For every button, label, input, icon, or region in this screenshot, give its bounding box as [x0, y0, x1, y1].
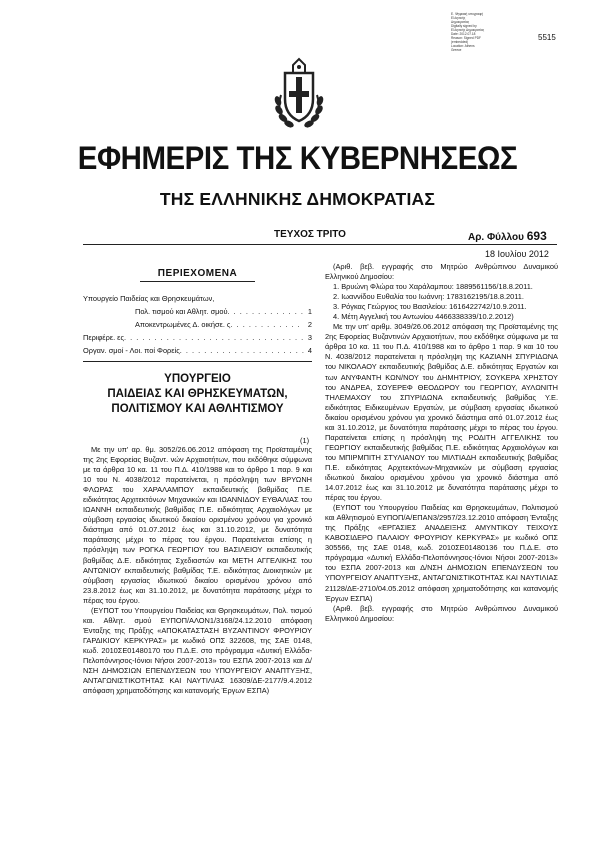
header-divider	[83, 244, 557, 245]
toc-item	[83, 318, 312, 331]
registry-entry: 4. Μέτη Αγγελική του Αντωνίου 4466338339/10.2.2012)	[333, 312, 514, 322]
digital-signature-stamp	[451, 12, 521, 52]
toc-item-label: Οργαν. σμοί - Λοι. ποί Φορείς	[83, 346, 180, 356]
right-column-body	[325, 262, 558, 624]
ministry-heading-line: ΠΟΛΙΤΙΣΜΟΥ ΚΑΙ ΑΘΛΗΤΙΣΜΟΥ	[111, 403, 284, 415]
funding-note-paragraph: (ΕΥΠΟΤ του Υπουργείου Παιδείας και Θρησκευμάτων, Πολιτισμού και Αθλητισμού ΕΥΠΟΠ/Α/ΕΠΑΝ3/2957/23.12.2010 απόφαση Ένταξης της Πράξης «ΕΡΓΑΣΙΕΣ ΑΝΑΔΕΙΞΗΣ ΑΜΥΝΤΙΚΟΥ ΤΕΙΧΟΥΣ ΚΑΒΟΣΙΔΕΡΟ ΠΑΛΑΙΟΥ ΦΡΟΥΡΙΟΥ ΚΕΡΚΥΡΑΣ» με κωδικό ΟΠΣ 305566, της ΣΑΕ 0148, κωδ. 2010ΣΕ01480136 του Π.Δ.Ε. στο πρόγραμμα «Δυτική Ελλάδα-Πελοπόννησος-Ιόνιοι Νήσοι 2007-2013» του ΕΣΠΑ 2007-2013 και Δ/ΝΣΗ ΔΗΜΟΣΙΩΝ ΕΠΕΝΔΥΣΕΩΝ του ΥΠΟΥΡΓΕΙΟΥ ΑΝΑΠΤΥΞΗΣ, ΑΝΤΑΓΩΝΙΣΤΙΚΟΤΗΤΑΣ ΚΑΙ ΝΑΥΤΙΛΙΑΣ 21128/ΔΕ-2710/04.05.2012 απόφαση χρηματοδότησης και κατανομής Έργων ΕΣΠΑ)	[325, 503, 558, 603]
stamp-line: Location: Athens	[451, 44, 475, 48]
toc-item	[83, 305, 312, 318]
toc-item	[83, 292, 312, 305]
sheet-number	[468, 229, 547, 243]
registry-entry: 1. Βρυώνη Φλώρα του Χαράλαμπου: 1889561156/18.8.2011.	[333, 282, 533, 292]
toc-item	[83, 344, 312, 357]
ministry-heading-line: ΥΠΟΥΡΓΕΙΟ	[164, 373, 231, 385]
toc-leader-dots	[228, 305, 304, 318]
ministry-heading-line: ΠΑΙΔΕΙΑΣ ΚΑΙ ΘΡΗΣΚΕΥΜΑΤΩΝ,	[107, 388, 288, 400]
toc-leader-dots	[124, 331, 304, 344]
sheet-number-value: 693	[526, 229, 547, 243]
stamp-line: Date: 2012.07.18	[451, 32, 476, 36]
toc-divider	[83, 361, 312, 362]
toc-item-page: 2	[307, 320, 312, 330]
stamp-line: Greece	[451, 48, 462, 52]
issue-label: ΤΕΥΧΟΣ ΤΡΙΤΟ	[274, 229, 346, 240]
toc-item-label: Περιφέρε. ες	[83, 333, 125, 343]
ministry-heading	[83, 372, 312, 417]
decision-paragraph: Με την υπ' αρ. θμ. 3052/26.06.2012 απόφαση της Προϊσταμένης της 2ης Εφορείας Βυζαντ. νών Αρχαιοτήτων, που εκδόθηκε σύμφωνα με τα άρθρα 10 κα. 11 του Π.Δ. 410/1988 και το άρθρο 1 παρ. 9 και 10 του Ν. 4038/2012 παρατείνεται, η πρόσληψη των ΒΡΥΩΝΗ ΦΛΩΡΑΣ του ΧΑΡΑΛΑΜΠΟΥ εκπαιδευτικής βαθμίδας Π.Ε. ειδικότητας Αρχιτεκτόνων Μηχανικών και ΙΩΑΝΝΙΔΟΥ ΕΥΘΑΛΙΑΣ του ΙΩΑΝΝΗ εκπαιδευτικής βαθμίδας Π.Ε. ειδικότητας Αρχαιολόγων με σύμβαση εργασίας ιδιωτικού δικαίου ορισμένου χρόνου για χρονικό διάστημα από 01.07.2012 έως και 31.10.2012, με δυνατότητα παράτασης μέχρι το πέρας του έργου. Παρατείνεται επίσης η πρόσληψη των ΡΟΓΚΑ ΓΕΩΡΓΙΟΥ του ΒΑΣΙΛΕΙΟΥ εκπαιδευτικής βαθμίδας Δ.Ε. ειδικότητας Σχεδιαστών και ΜΕΤΗ ΑΓΓΕΛΙΚΗΣ του ΑΝΤΩΝΙΟΥ εκπαιδευτικής βαθμίδας Τ.Ε. ειδικότητας Διοικητικών με σύμβαση εργασίας ιδιωτικού δικαίου ορισμένου χρόνου από 23.8.2012 έως και 31.10.2012, με δυνατότητα παράτασης μέχρι το πέρας του έργου.	[83, 445, 312, 605]
toc-item	[83, 331, 312, 344]
funding-note-paragraph: (ΕΥΠΟΤ του Υπουργείου Παιδείας και Θρησκευμάτων, Πολ. τισμού και. Αθλητ. σμού ΕΥΠΟΠ/ΑΛΟΝ1/3168/24.12.2010 απόφαση Ένταξης της Πράξης «ΑΠΟΚΑΤΑΣΤΑΣΗ ΒΥΖΑΝΤΙΝΟΥ ΦΡΟΥΡΙΟΥ ΓΑΡΔΙΚΙΟΥ ΚΕΡΚΥΡΑΣ» με κωδικό ΟΠΣ 322608, της ΣΑΕ 0148, κωδ. 2010ΣΕ01480170 του Π.Δ.Ε. στο πρόγραμμα «Δυτική Ελλάδα-Πελοπόννησος-Ιόνιοι Νήσοι 2007-2013» του ΕΣΠΑ 2007-2013 και Δ/ΝΣΗ ΔΗΜΟΣΙΩΝ ΕΠΕΝΔΥΣΕΩΝ του ΥΠΟΥΡΓΕΙΟΥ ΑΝΑΠΤΥΞΗΣ, ΑΝΤΑΓΩΝΙΣΤΙΚΟΤΗΤΑΣ ΚΑΙ ΝΑΥΤΙΛΙΑΣ 16309/ΔΕ-2177/9.4.2012 απόφαση χρηματοδότησης και κατανομής Έργων ΕΣΠΑ)	[83, 605, 312, 696]
toc-leader-dots	[180, 344, 304, 357]
registry-entry: 2. Ιωαννίδου Ευθαλία του Ιωάννη: 1783162195/18.8.2011.	[333, 292, 524, 302]
toc-heading-underline	[140, 281, 255, 282]
stamp-line: Δημοκρατίας	[451, 20, 470, 24]
section-number: (1)	[300, 436, 310, 445]
toc-item-page: 1	[307, 307, 312, 317]
stamp-line: (embedded)	[451, 40, 469, 44]
stamp-line: Digitally signed by	[451, 24, 477, 28]
sheet-label: Αρ. Φύλλου	[468, 232, 524, 243]
toc-heading: ΠΕΡΙΕΧΟΜΕΝΑ	[157, 268, 238, 279]
gazette-subtitle: ΤΗΣ ΕΛΛΗΝΙΚΗΣ ΔΗΜΟΚΡΑΤΙΑΣ	[159, 189, 436, 209]
toc-item-label: Πολ. τισμού και Αθλητ. σμού	[135, 307, 228, 317]
stamp-line: Reason: Signed PDF	[451, 36, 481, 40]
toc-item-page: 3	[307, 333, 312, 343]
gazette-title: ΕΦΗΜΕΡΙΣ ΤΗΣ ΚΥΒΕΡΝΗΣΕΩΣ	[77, 140, 518, 176]
stamp-line: Ελληνικής Δημοκρατίας	[451, 28, 485, 32]
toc-item-label: Αποκεντρωμένες Δ. οικήσε. ς	[135, 320, 231, 330]
greek-coat-of-arms-icon	[271, 55, 327, 133]
stamp-line: Ελληνικής	[451, 16, 466, 20]
registry-heading: (Αριθ. βεβ. εγγραφής στο Μητρώο Ανθρώπινου Δυναμικού Ελληνικού Δημοσίου:	[325, 603, 558, 623]
toc-item-page: 4	[307, 346, 312, 356]
issue-date: 18 Ιουλίου 2012	[485, 249, 549, 259]
toc-leader-dots	[231, 318, 305, 331]
registry-heading: (Αριθ. βεβ. εγγραφής στο Μητρώο Ανθρώπινου Δυναμικού Ελληνικού Δημοσίου:	[325, 262, 558, 282]
page-number: 5515	[538, 33, 556, 42]
left-column-body	[83, 445, 312, 696]
registry-entry: 3. Ρόγκας Γεώργιος του Βασιλείου: 1616422742/10.9.2011.	[333, 302, 527, 312]
table-of-contents	[83, 292, 312, 357]
decision-paragraph: Με την υπ' αριθμ. 3049/26.06.2012 απόφαση της Προϊσταμένης της 2ης Εφορείας Βυζαντινών Αρχαιοτήτων, που εκδόθηκε σύμφωνα με τα άρθρα 10 κα. 11 του Π.Δ. 410/1988 και το άρθρο 1 παρ. 9 και 10 του Ν. 4038/2012 παρατείνεται η πρόσληψη της ΚΑΖΙΑΝΗ ΣΠΥΡΙΔΩΝΑ του ΝΙΚΟΛΑΟΥ εκπαιδευτικής βαθμίδας Δ.Ε. ειδικότητας Εργατών και των ΑΝΥΦΑΝΤΗ ΚΩΝ/ΝΟΥ του ΔΗΜΗΤΡΙΟΥ, ΣΟΥΚΕΡΑ ΧΡΗΣΤΟΥ του ΑΝΔΡΕΑ, ΣΟΥΕΡΕΦ ΘΕΟΔΩΡΟΥ του ΓΕΩΡΓΙΟΥ, ΑΥΛΩΝΙΤΗ ΤΗΛΕΜΑΧΟΥ του ΣΠΥΡΙΔΩΝΑ εκπαιδευτικής βαθμίδας Υ.Ε. ειδικότητας Ειδικευμένων Εργατών, με σύμβαση εργασίας ιδιωτικού δικαίου ορισμένου χρόνου για χρονικό διάστημα από 01.07.2012 έως και 31.10.2012, με δυνατότητα παράτασης μέχρι το πέρας του έργου. Παρατείνεται επίσης η πρόσληψη της ΡΟΔΙΤΗ ΑΓΓΕΛΙΚΗΣ του ΓΕΩΡΓΙΟΥ εκπαιδευτικής βαθμίδας Π.Ε. ειδικότητας Αρχαιολόγων και του ΜΠΙΡΜΠΙΤΗ ΣΤΥΛΙΑΝΟΥ του ΜΙΛΤΙΑΔΗ εκπαιδευτικής βαθμίδας Π.Ε. ειδικότητας Αρχιτεκτόνων-Μηχανικών με σύμβαση εργασίας ιδιωτικού δικαίου ορισμένου χρόνου για χρονικό διάστημα από 14.07.2012 έως και 31.10.2012 με δυνατότητα παράτασης μέχρι το πέρας του έργου.	[325, 322, 558, 503]
toc-item-label: Υπουργείο Παιδείας και Θρησκευμάτων,	[83, 294, 215, 303]
stamp-line: Ε. Ψηφιακή υπογραφή	[451, 12, 483, 16]
